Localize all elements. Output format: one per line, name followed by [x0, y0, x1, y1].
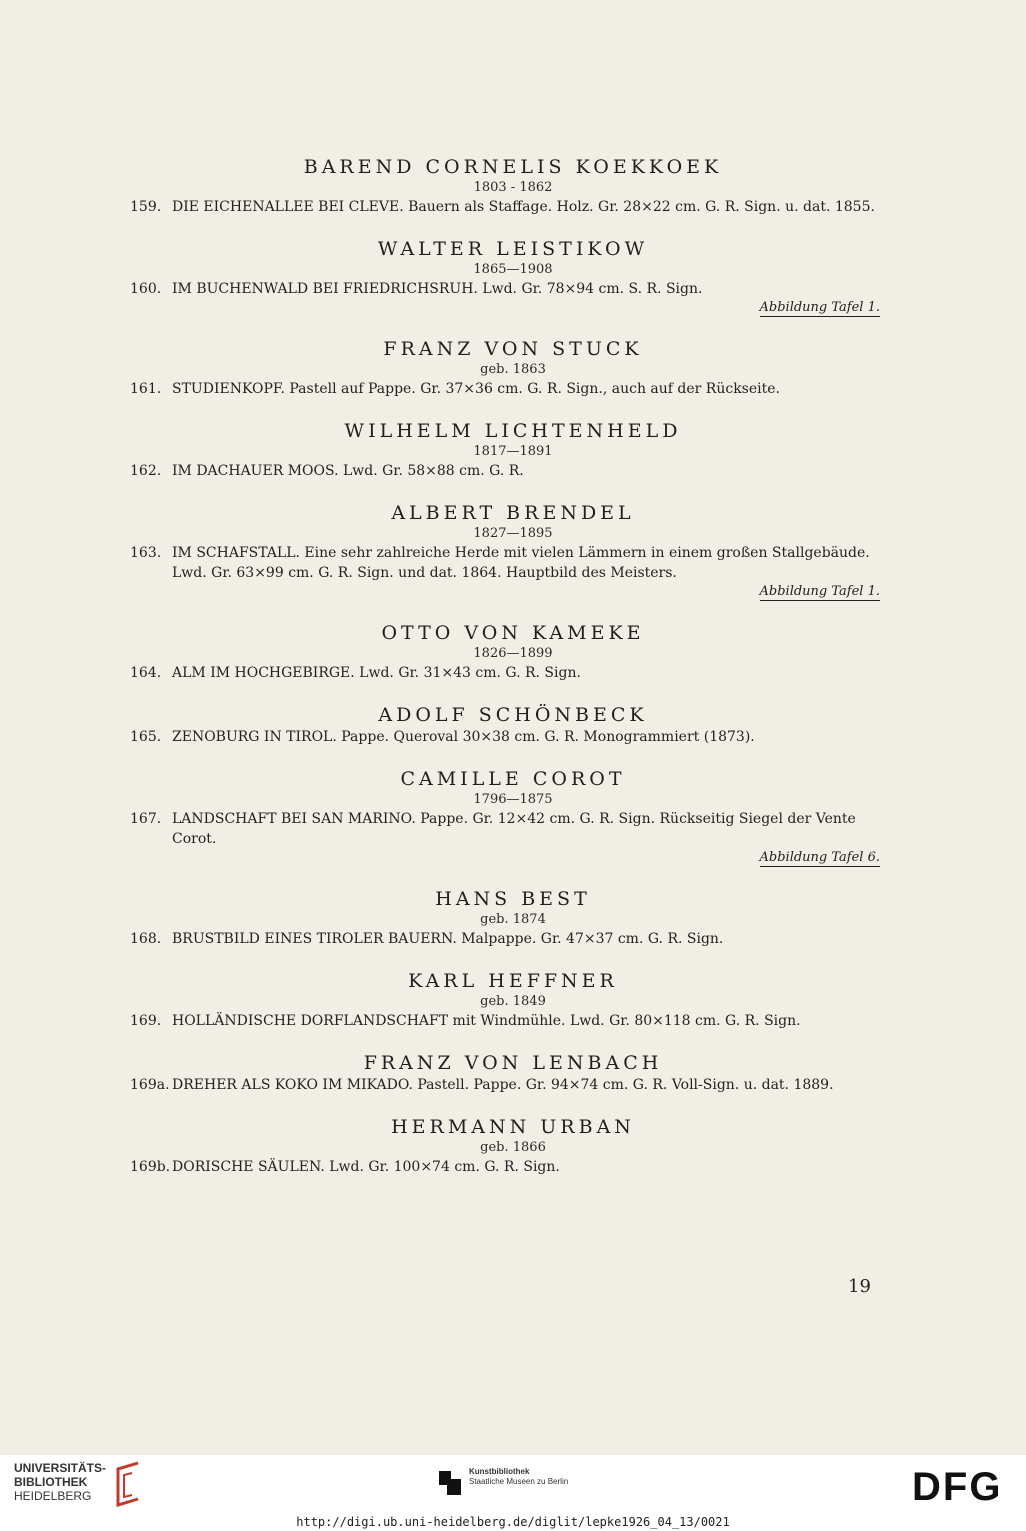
- catalog-number: 164.: [130, 665, 162, 681]
- catalog-description: ZENOBURG IN TIROL. Pappe. Queroval 30×38 cm. G. R. Monogrammiert (1873).: [172, 729, 755, 745]
- artist-entry: [0, 501, 1026, 601]
- artist-name: FRANZ VON STUCK: [383, 338, 643, 360]
- entry-spacer: [0, 1095, 1026, 1115]
- kb-line-2: Staatliche Museen zu Berlin: [469, 1477, 569, 1486]
- catalog-item: [130, 461, 880, 481]
- catalog-item: [130, 279, 880, 317]
- catalog-item: [130, 1011, 880, 1031]
- artist-header: [0, 237, 1026, 279]
- catalog-number: 160.: [130, 281, 162, 297]
- catalog-description: IM BUCHENWALD BEI FRIEDRICHSRUH. Lwd. Gr. 78×94 cm. S. R. Sign.: [172, 281, 703, 297]
- entry-spacer: [0, 601, 1026, 621]
- artist-dates: 1827—1895: [473, 526, 553, 541]
- catalog-item: [130, 663, 880, 683]
- university-library-logo[interactable]: [14, 1461, 142, 1507]
- catalog-number: 162.: [130, 463, 162, 479]
- kunstbibliothek-icon: [437, 1467, 463, 1497]
- artist-name: WALTER LEISTIKOW: [377, 238, 649, 260]
- catalog-description: DIE EICHENALLEE BEI CLEVE. Bauern als Staffage. Holz. Gr. 28×22 cm. G. R. Sign. u. dat. 1855.: [172, 199, 875, 215]
- artist-entry: [0, 337, 1026, 399]
- artist-dates: geb. 1874: [480, 912, 546, 927]
- artist-header: [0, 155, 1026, 197]
- artist-dates: geb. 1866: [480, 1140, 546, 1155]
- artist-header: [0, 703, 1026, 727]
- entry-spacer: [0, 217, 1026, 237]
- artist-header: [0, 621, 1026, 663]
- entry-spacer: [0, 683, 1026, 703]
- artist-entry: [0, 1051, 1026, 1095]
- kb-line-1: Kunstbibliothek: [469, 1467, 530, 1476]
- artist-entry: [0, 767, 1026, 867]
- catalog-item: [130, 197, 880, 217]
- artist-header: [0, 501, 1026, 543]
- ub-bracket-icon: [112, 1461, 142, 1507]
- catalog-number: 161.: [130, 381, 162, 397]
- permalink-url[interactable]: http://digi.ub.uni-heidelberg.de/diglit/lepke1926_04_13/0021: [296, 1515, 730, 1529]
- artist-dates: geb. 1863: [480, 362, 546, 377]
- catalog-number: 163.: [130, 545, 162, 561]
- artist-header: [0, 969, 1026, 1011]
- entry-spacer: [0, 949, 1026, 969]
- entry-spacer: [0, 1031, 1026, 1051]
- catalog-number: 169a.: [130, 1077, 170, 1093]
- artist-header: [0, 419, 1026, 461]
- catalog-item: [130, 929, 880, 949]
- page-number: 19: [848, 1276, 871, 1297]
- artist-name: CAMILLE COROT: [400, 768, 626, 790]
- artist-entry: [0, 969, 1026, 1031]
- catalog-description: ALM IM HOCHGEBIRGE. Lwd. Gr. 31×43 cm. G. R. Sign.: [172, 665, 581, 681]
- artist-entry: [0, 237, 1026, 317]
- artist-name: BAREND CORNELIS KOEKKOEK: [303, 156, 723, 178]
- catalog-number: 169.: [130, 1013, 162, 1029]
- artist-dates: 1826—1899: [473, 646, 553, 661]
- entry-spacer: [0, 317, 1026, 337]
- catalog-item: [130, 379, 880, 399]
- artist-header: [0, 887, 1026, 929]
- catalog-item: [130, 1075, 880, 1095]
- artist-dates: 1803 - 1862: [473, 180, 553, 195]
- artist-header: [0, 1051, 1026, 1075]
- illustration-reference: [172, 299, 880, 317]
- footer: [0, 1455, 1026, 1531]
- catalog-description: LANDSCHAFT BEI SAN MARINO. Pappe. Gr. 12×42 cm. G. R. Sign. Rückseitig Siegel der Vente Corot.: [172, 811, 856, 847]
- artist-header: [0, 337, 1026, 379]
- artist-name: HANS BEST: [435, 888, 591, 910]
- catalog-description: IM DACHAUER MOOS. Lwd. Gr. 58×88 cm. G. R.: [172, 463, 524, 479]
- kunstbibliothek-logo[interactable]: [437, 1467, 568, 1497]
- artist-header: [0, 1115, 1026, 1157]
- artist-entry: [0, 703, 1026, 747]
- artist-dates: 1817—1891: [473, 444, 553, 459]
- artist-name: FRANZ VON LENBACH: [363, 1052, 663, 1074]
- illustration-reference-text: Abbildung Tafel 6.: [759, 850, 880, 865]
- illustration-reference-text: Abbildung Tafel 1.: [759, 300, 880, 315]
- artist-entry: [0, 621, 1026, 683]
- artist-name: OTTO VON KAMEKE: [381, 622, 645, 644]
- artist-dates: 1865—1908: [473, 262, 553, 277]
- catalog-number: 165.: [130, 729, 162, 745]
- artist-header: [0, 767, 1026, 809]
- catalog-item: [130, 1157, 880, 1177]
- catalog-description: STUDIENKOPF. Pastell auf Pappe. Gr. 37×36 cm. G. R. Sign., auch auf der Rückseite.: [172, 381, 780, 397]
- entry-spacer: [0, 399, 1026, 419]
- illustration-reference: [172, 849, 880, 867]
- entry-spacer: [0, 867, 1026, 887]
- entry-spacer: [0, 747, 1026, 767]
- catalog-item: [130, 809, 880, 867]
- artist-dates: 1796—1875: [473, 792, 553, 807]
- entry-spacer: [0, 481, 1026, 501]
- artist-dates: geb. 1849: [480, 994, 546, 1009]
- catalog-description: DREHER ALS KOKO IM MIKADO. Pastell. Pappe. Gr. 94×74 cm. G. R. Voll-Sign. u. dat. 1889.: [172, 1077, 834, 1093]
- catalog-description: IM SCHAFSTALL. Eine sehr zahlreiche Herde mit vielen Lämmern in einem großen Stallgebäude. Lwd. Gr. 63×99 cm. G. R. Sign. und dat. 1864. Hauptbild des Meisters.: [172, 545, 870, 581]
- artist-name: HERMANN URBAN: [391, 1116, 635, 1138]
- artist-name: WILHELM LICHTENHELD: [344, 420, 682, 442]
- ub-line-1: UNIVERSITÄTS-: [14, 1461, 107, 1475]
- catalog-description: BRUSTBILD EINES TIROLER BAUERN. Malpappe. Gr. 47×37 cm. G. R. Sign.: [172, 931, 724, 947]
- catalog-number: 159.: [130, 199, 162, 215]
- artist-entry: [0, 1115, 1026, 1177]
- ub-line-3: HEIDELBERG: [14, 1489, 92, 1503]
- artist-entry: [0, 419, 1026, 481]
- artist-entry: [0, 155, 1026, 217]
- catalog-item: [130, 727, 880, 747]
- catalog-item: [130, 543, 880, 601]
- ub-line-2: BIBLIOTHEK: [14, 1475, 88, 1489]
- catalog-number: 168.: [130, 931, 162, 947]
- illustration-reference-text: Abbildung Tafel 1.: [759, 584, 880, 599]
- artist-name: KARL HEFFNER: [408, 970, 618, 992]
- catalog-description: DORISCHE SÄULEN. Lwd. Gr. 100×74 cm. G. R. Sign.: [172, 1159, 560, 1175]
- illustration-reference: [172, 583, 880, 601]
- artist-name: ALBERT BRENDEL: [391, 502, 635, 524]
- artist-entry: [0, 887, 1026, 949]
- artist-name: ADOLF SCHÖNBECK: [378, 704, 648, 726]
- catalog-number: 169b.: [130, 1159, 171, 1175]
- catalog-description: HOLLÄNDISCHE DORFLANDSCHAFT mit Windmühle. Lwd. Gr. 80×118 cm. G. R. Sign.: [172, 1013, 801, 1029]
- catalog-entries: [0, 155, 1026, 1177]
- catalog-number: 167.: [130, 811, 162, 827]
- dfg-logo[interactable]: DFG: [912, 1465, 1003, 1509]
